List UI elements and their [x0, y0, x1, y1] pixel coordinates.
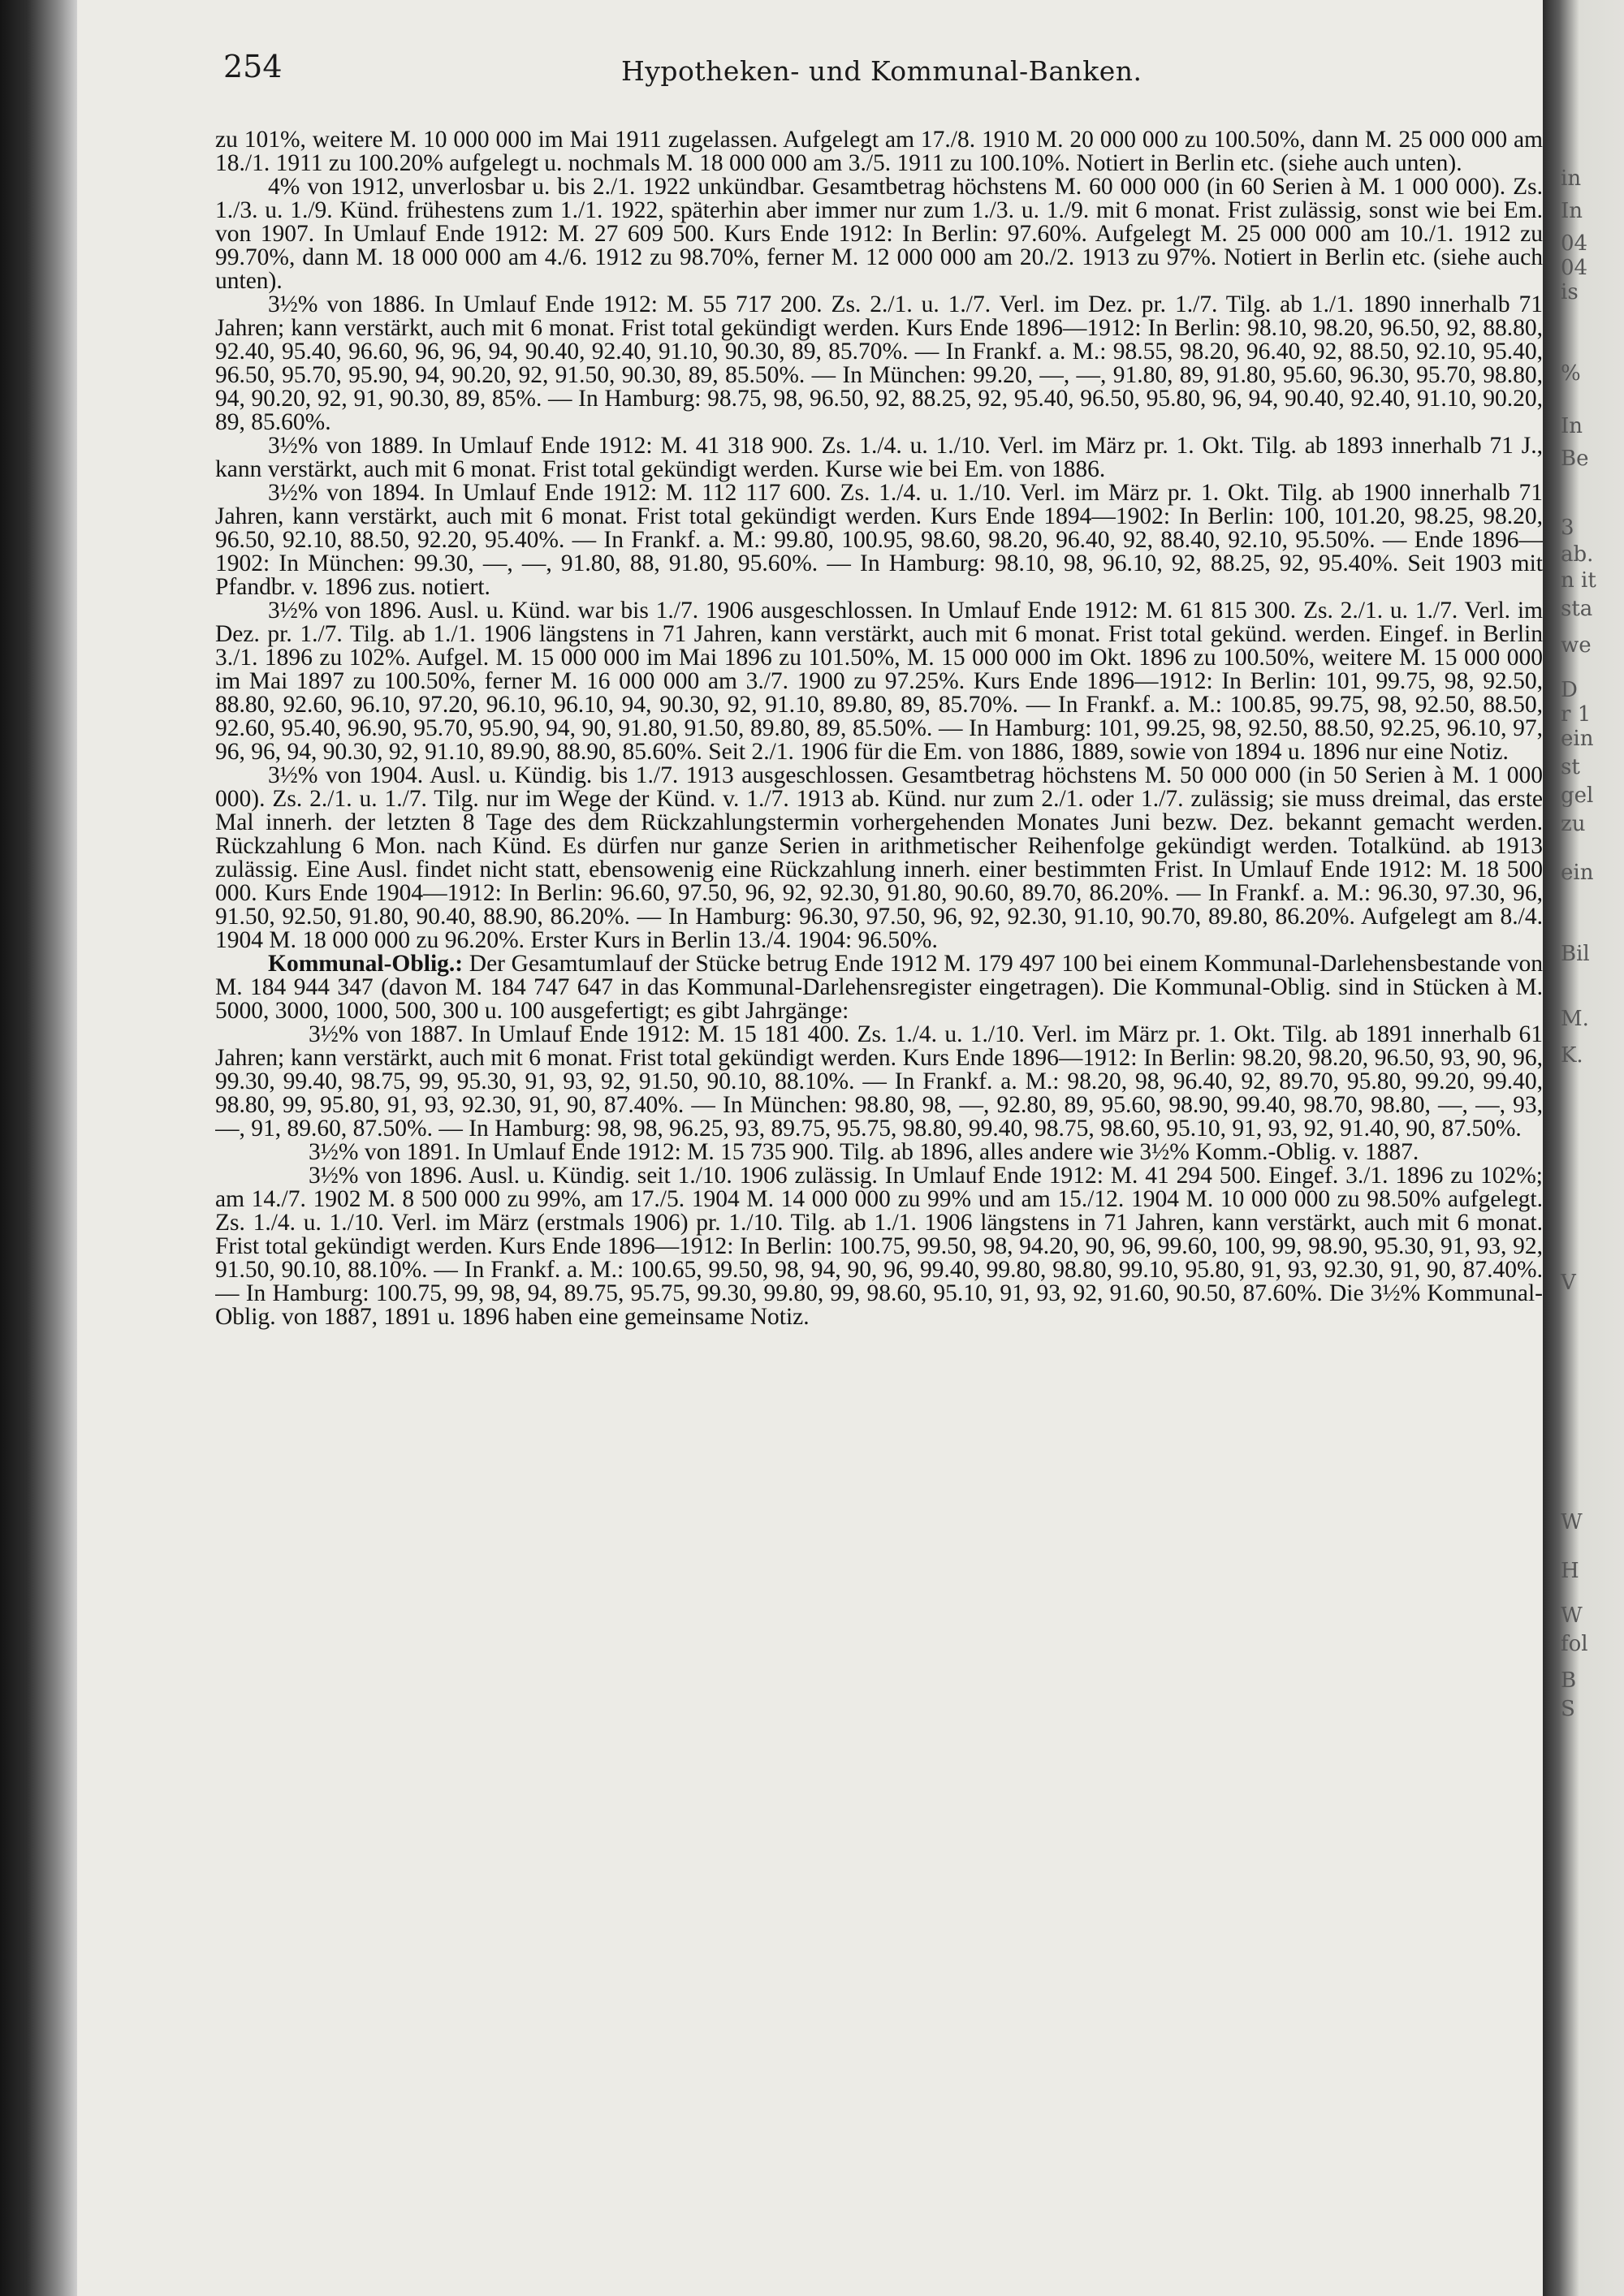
bleed-fragment: K. [1561, 1043, 1583, 1068]
paragraph-komm-1887: 3½% von 1887. In Umlauf Ende 1912: M. 15 181 400. Zs. 1./4. u. 1./10. Verl. im März pr. 1. Okt. Tilg. ab 1891 innerhalb 61 Jahren; kann verstärkt, auch mit 6 monat. Frist total gekündigt werden. Kurs Ende 1896—1912: In Berlin: 98.20, 98.20, 96.50, 93, 90, 96, 99.30, 99.40, 98.75, 99, 95.30, 91, 93, 92, 91.50, 90.10, 88.10%. — In Frankf. a. M.: 98.20, 98, 96.40, 92, 89.70, 95.80, 99.20, 99.40, 98.80, 99, 95.80, 91, 93, 92.30, 91, 90, 87.40%. — In München: 98.80, 98, —, 92.80, 89, 95.60, 98.90, 99.40, 98.70, 98.80, —, —, 93, —, 91, 89.60, 87.50%. — In Hamburg: 98, 98, 96.25, 93, 89.75, 95.75, 98.80, 99.40, 98.75, 98.60, 95.10, 91, 93, 92, 91.40, 90, 87.50%. [215, 1021, 1543, 1142]
bleed-fragment: % [1561, 361, 1581, 386]
bleed-fragment: B [1561, 1668, 1577, 1693]
bleed-fragment: ein [1561, 861, 1594, 885]
bleed-fragment: W [1561, 1510, 1583, 1534]
bleed-fragment: In [1561, 199, 1583, 223]
paragraph-3half-1896: 3½% von 1896. Ausl. u. Künd. war bis 1./7. 1906 ausgeschlossen. In Umlauf Ende 1912: M. 61 815 300. Zs. 2./1. u. 1./7. Verl. im Dez. pr. 1./7. Tilg. ab 1./1. 1906 längstens in 71 Jahren, kann verstärkt, auch mit 6 monat. Frist total gekünd. werden. Eingef. in Berlin 3./1. 1896 zu 102%. Aufgel. M. 15 000 000 im Mai 1896 zu 101.50%, M. 15 000 000 im Okt. 1896 zu 100.50%, weitere M. 15 000 000 im Mai 1897 zu 100.50%, ferner M. 16 000 000 am 3./7. 1900 zu 97.25%. Kurs Ende 1896—1912: In Berlin: 101, 99.75, 98, 92.50, 88.80, 92.60, 96.10, 97.20, 96.10, 96.10, 94, 90.30, 92, 91.10, 89.80, 89, 85.70%. — In Frankf. a. M.: 100.85, 99.75, 98, 92.50, 88.50, 92.60, 95.40, 96.90, 95.70, 95.90, 94, 90, 91.80, 91.50, 89.80, 89, 85.50%. — In Hamburg: 101, 99.25, 98, 92.50, 88.50, 92.25, 96.10, 97, 96, 96, 94, 90.30, 92, 91.10, 89.90, 88.90, 85.60%. Seit 2./1. 1906 für die Em. von 1886, 1889, sowie von 1894 u. 1896 nur eine Notiz. [215, 598, 1543, 765]
bleed-fragment: V [1561, 1271, 1576, 1295]
bleed-fragment: 3 [1561, 516, 1574, 540]
bleed-fragment: in [1561, 166, 1582, 191]
section-lead: Kommunal-Oblig.: [268, 951, 464, 977]
paragraph-4pct-1912: 4% von 1912, unverlosbar u. bis 2./1. 1922 unkündbar. Gesamtbetrag höchstens M. 60 000 000 (in 60 Serien à M. 1 000 000). Zs. 1./3. u. 1./9. Künd. frühestens zum 1./1. 1922, späterhin aber immer nur zum 1./3. u. 1./9. mit 6 monat. Frist zulässig, sonst wie bei Em. von 1907. In Umlauf Ende 1912: M. 27 609 500. Kurs Ende 1912: In Berlin: 97.60%. Aufgelegt M. 25 000 000 am 10./1. 1912 zu 99.70%, dann M. 18 000 000 am 4./6. 1912 zu 98.70%, ferner M. 12 000 000 am 20./2. 1913 zu 97%. Notiert in Berlin etc. (siehe auch unten). [215, 174, 1543, 294]
bleed-fragment: st [1561, 755, 1580, 779]
bleed-fragment: W [1561, 1603, 1583, 1628]
bleed-fragment: ein [1561, 727, 1594, 751]
paragraph-3half-1904: 3½% von 1904. Ausl. u. Kündig. bis 1./7. 1913 ausgeschlossen. Gesamtbetrag höchstens M. 50 000 000 (in 50 Serien à M. 1 000 000). Zs. 2./1. u. 1./7. Tilg. nur im Wege der Künd. v. 1./7. 1913 ab. Künd. nur zum 2./1. oder 1./7. zulässig; sie muss dreimal, das erste Mal innerh. der letzten 8 Tage des dem Rückzahlungstermin vorhergehenden Monates Juni bezw. Dez. bekannt gemacht werden. Rückzahlung 6 Mon. nach Künd. Es dürfen nur ganze Serien in arithmetischer Reihenfolge gekündigt werden. Totalkünd. ab 1913 zulässig. Eine Ausl. findet nicht statt, ebensowenig eine Rückzahlung innerh. einer bestimmten Frist. In Umlauf Ende 1912: M. 18 500 000. Kurs Ende 1904—1912: In Berlin: 96.60, 97.50, 96, 92, 92.30, 91.80, 90.60, 89.70, 86.20%. — In Frankf. a. M.: 96.30, 97.30, 96, 91.50, 92.50, 91.80, 90.40, 88.90, 86.20%. — In Hamburg: 96.30, 97.50, 96, 92, 92.30, 91.10, 90.70, 89.80, 86.20%. Aufgelegt am 8./4. 1904 M. 18 000 000 zu 96.20%. Erster Kurs in Berlin 13./4. 1904: 96.50%. [215, 762, 1543, 953]
bleed-fragment: 04 [1561, 231, 1588, 256]
paragraph-3half-1889: 3½% von 1889. In Umlauf Ende 1912: M. 41 318 900. Zs. 1./4. u. 1./10. Verl. im März pr. 1. Okt. Tilg. ab 1893 innerhalb 71 J., kann verstärkt, auch mit 6 monat. Frist total gekündigt werden. Kurse wie bei Em. von 1886. [215, 433, 1543, 482]
bleed-fragment: is [1561, 280, 1579, 304]
bleed-fragment: sta [1561, 597, 1593, 621]
paragraph-continuation: zu 101%, weitere M. 10 000 000 im Mai 1911 zugelassen. Aufgelegt am 17./8. 1910 M. 20 000 000 zu 100.50%, dann M. 25 000 000 am 18./1. 1911 zu 100.20% aufgelegt u. nochmals M. 18 000 000 am 3./5. 1911 zu 100.10%. Notiert in Berlin etc. (siehe auch unten). [215, 128, 1543, 176]
body-text [215, 128, 1543, 2272]
bleed-fragment: 04 [1561, 256, 1588, 280]
bleed-fragment: D [1561, 678, 1578, 702]
paragraph-kommunal-oblig [215, 952, 1543, 1023]
bleed-fragment: In [1561, 414, 1583, 438]
bleed-fragment: r 1 [1561, 702, 1592, 727]
paragraph-3half-1886: 3½% von 1886. In Umlauf Ende 1912: M. 55 717 200. Zs. 2./1. u. 1./7. Verl. im Dez. pr. 1./7. Tilg. ab 1./1. 1890 innerhalb 71 Jahren; kann verstärkt, auch mit 6 monat. Frist total gekündigt werden. Kurs Ende 1896—1912: In Berlin: 98.10, 98.20, 96.50, 92, 88.80, 92.40, 95.40, 96.60, 96, 96, 94, 90.40, 92.40, 91.10, 90.30, 89, 85.70%. — In Frankf. a. M.: 98.55, 98.20, 96.40, 92, 88.50, 92.10, 95.40, 96.50, 95.70, 95.90, 94, 90.20, 92, 91.50, 90.30, 89, 85.50%. — In München: 99.20, —, —, 91.80, 89, 91.80, 95.60, 96.30, 95.70, 98.80, 94, 90.20, 92, 91, 90.30, 89, 85%. — In Hamburg: 98.75, 98, 96.50, 92, 88.25, 92, 95.40, 96.50, 95.80, 96, 94, 90.40, 92.40, 91.10, 90.20, 89, 85.60%. [215, 291, 1543, 435]
bleed-fragment: gel [1561, 783, 1594, 808]
bleed-fragment: Bil [1561, 942, 1590, 966]
bleed-fragment: M. [1561, 1007, 1589, 1031]
bleed-fragment: zu [1561, 812, 1586, 836]
bleed-fragment: S [1561, 1697, 1575, 1721]
paragraph-komm-1891: 3½% von 1891. In Umlauf Ende 1912: M. 15 735 900. Tilg. ab 1896, alles andere wie 3½% Komm.-Oblig. v. 1887. [309, 1139, 1419, 1165]
page-number: 254 [223, 49, 283, 84]
bleed-fragment: H [1561, 1559, 1579, 1583]
section-text: Der Gesamtumlauf der Stücke betrug Ende 1912 M. 179 497 100 bei einem Kommunal-Darlehensbestande von M. 184 944 347 (davon M. 184 747 647 in das Kommunal-Darlehensregister eingetragen). Die Kommunal-Oblig. sind in Stücken à M. 5000, 3000, 1000, 500, 300 u. 100 ausgefertigt; es gibt Jahrgänge: [215, 951, 1543, 1024]
bleed-fragment: n it [1561, 568, 1596, 593]
bleed-fragment: ab. [1561, 542, 1594, 567]
bleed-fragment: Be [1561, 447, 1589, 471]
facing-page-edge [1543, 0, 1624, 2296]
book-spine-shadow [0, 0, 77, 2296]
page-header [223, 49, 1539, 89]
bleed-fragment: fol [1561, 1632, 1588, 1656]
bleed-fragment: we [1561, 633, 1592, 658]
paragraph-3half-1894: 3½% von 1894. In Umlauf Ende 1912: M. 112 117 600. Zs. 1./4. u. 1./10. Verl. im März pr. 1. Okt. Tilg. ab 1900 innerhalb 71 Jahren, kann verstärkt, auch mit 6 monat. Frist total gekündigt werden. Kurs Ende 1894—1902: In Berlin: 100, 101.20, 98.25, 98.20, 96.50, 92.10, 88.50, 92.20, 95.40%. — In Frankf. a. M.: 99.80, 100.95, 98.60, 98.20, 96.40, 92, 88.40, 92.10, 95.50%. — Ende 1896—1902: In München: 99.30, —, —, 91.80, 88, 91.80, 95.60%. — In Hamburg: 98.10, 98, 96.10, 92, 88.25, 92, 95.40%. Seit 1903 mit Pfandbr. v. 1896 zus. notiert. [215, 480, 1543, 600]
paragraph-komm-1896: 3½% von 1896. Ausl. u. Kündig. seit 1./10. 1906 zulässig. In Umlauf Ende 1912: M. 41 294 500. Eingef. 3./1. 1896 zu 102%; am 14./7. 1902 M. 8 500 000 zu 99%, am 17./5. 1904 M. 14 000 000 zu 99% und am 15./12. 1904 M. 10 000 000 zu 98.50% aufgelegt. Zs. 1./4. u. 1./10. Verl. im März (erstmals 1906) pr. 1./10. Tilg. ab 1./1. 1906 längstens in 71 Jahren, kann verstärkt, auch mit 6 monat. Frist total gekündigt werden. Kurs Ende 1896—1912: In Berlin: 100.75, 99.50, 98, 94.20, 90, 96, 99.60, 100, 99, 98.90, 95.30, 91, 93, 92, 91.50, 90.10, 88.10%. — In Frankf. a. M.: 100.65, 99.50, 98, 94, 90, 96, 99.40, 99.80, 98.80, 99.10, 95.80, 91, 93, 92.30, 91, 90, 87.40%. — In Hamburg: 100.75, 99, 98, 94, 89.75, 95.75, 99.30, 99.80, 99, 98.60, 95.10, 91, 93, 92, 91.60, 90.50, 87.60%. Die 3½% Kommunal-Oblig. von 1887, 1891 u. 1896 haben eine gemeinsame Notiz. [215, 1163, 1543, 1330]
running-title: Hypotheken- und Kommunal-Banken. [621, 55, 1142, 87]
